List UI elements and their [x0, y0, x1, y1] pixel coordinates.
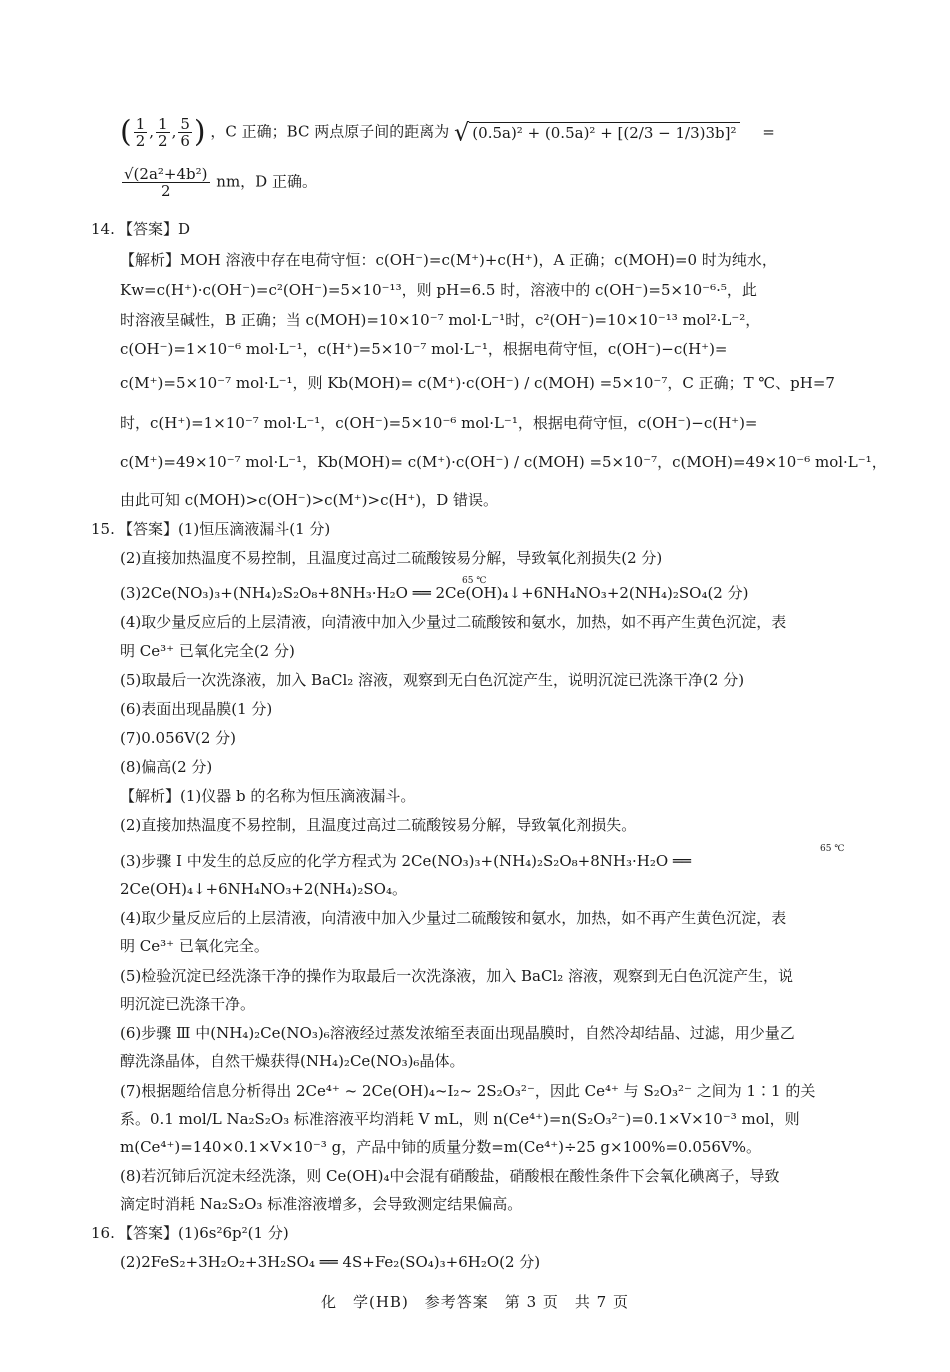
q15-answer-line: (5)取最后一次洗涤液，加入 BaCl₂ 溶液，观察到无白色沉淀产生，说明沉淀已洗涤干净(2 分) [120, 671, 745, 689]
q15-answer-line: (2)直接加热温度不易控制，且温度过高过二硫酸铵易分解，导致氧化剂损失(2 分) [120, 549, 663, 567]
q15-analysis-line: (5)检验沉淀已经洗涤干净的操作为取最后一次洗涤液，加入 BaCl₂ 溶液，观察到无白色沉淀产生，说 [120, 967, 794, 985]
q15-answer-line: (6)表面出现晶膜(1 分) [120, 700, 273, 718]
q14-line: c(M⁺)=49×10⁻⁷ mol·L⁻¹，Kb(MOH)= c(M⁺)·c(OH⁻) / c(MOH) =5×10⁻⁷，c(MOH)=49×10⁻⁶ mol·L⁻¹， [120, 453, 887, 471]
q15-answer-line: 【答案】(1)恒压滴液漏斗(1 分) [118, 520, 331, 538]
reaction-condition: 65 ℃ [820, 844, 845, 854]
q15-analysis-line: (7)根据题给信息分析得出 2Ce⁴⁺ ~ 2Ce(OH)₄~I₂~ 2S₂O₃²⁻，因此 Ce⁴⁺ 与 S₂O₃²⁻ 之间为 1∶1 的关 [120, 1082, 816, 1100]
q16-number: 16. [91, 1224, 115, 1242]
q14-line: 由此可知 c(MOH)>c(OH⁻)>c(M⁺)>c(H⁺)，D 错误。 [120, 491, 498, 509]
q15-answer-line: (4)取少量反应后的上层清液，向清液中加入少量过二硫酸铵和氨水，加热，如不再产生黄色沉淀，表 [120, 613, 787, 631]
q15-answer-line: (8)偏高(2 分) [120, 758, 213, 776]
distance-denominator: 2 [160, 182, 171, 200]
q15-analysis-line: 【解析】(1)仪器 b 的名称为恒压滴液漏斗。 [120, 787, 416, 805]
q16-line: 【答案】(1)6s²6p²(1 分) [118, 1224, 289, 1242]
q14-line: c(OH⁻)=1×10⁻⁶ mol·L⁻¹，c(H⁺)=5×10⁻⁷ mol·L⁻¹，根据电荷守恒，c(OH⁻)−c(H⁺)= [120, 340, 728, 358]
equals-sign: = [762, 122, 775, 141]
q14-line: 【解析】MOH 溶液中存在电荷守恒：c(OH⁻)=c(M⁺)+c(H⁺)，A 正确；c(MOH)=0 时为纯水， [120, 251, 777, 269]
q15-analysis-line: 滴定时消耗 Na₂S₂O₃ 标准溶液增多，会导致测定结果偏高。 [120, 1195, 523, 1213]
q15-analysis-line: (3)步骤 Ⅰ 中发生的总反应的化学方程式为 2Ce(NO₃)₃+(NH₄)₂S₂O₈+8NH₃·H₂O ══ [120, 852, 691, 870]
q15-analysis-line: 系。0.1 mol/L Na₂S₂O₃ 标准溶液平均消耗 V mL，则 n(Ce⁴⁺)=n(S₂O₃²⁻)=0.1×V×10⁻³ mol，则 [120, 1110, 800, 1128]
page-footer: 化 学(HB) 参考答案 第 3 页 共 7 页 [321, 1293, 629, 1311]
pre-line-2-text: nm，D 正确。 [216, 172, 317, 191]
q15-analysis-line: 2Ce(OH)₄↓+6NH₄NO₃+2(NH₄)₂SO₄。 [120, 880, 407, 898]
pre-line-1: ( $\frac{1}{2}$ , $\frac{1}{2}$ , $\frac{5}{6}$ ) ，C 正确；BC 两点原子间的距离为 √ (0.5a)² + (0.5a)² + [(2/3 − 1/3)3b]² = [120, 114, 775, 150]
q14-line: 时，c(H⁺)=1×10⁻⁷ mol·L⁻¹，c(OH⁻)=5×10⁻⁶ mol·L⁻¹，根据电荷守恒，c(OH⁻)−c(H⁺)= [120, 414, 758, 432]
q15-answer-line: 明 Ce³⁺ 已氧化完全(2 分) [120, 642, 295, 660]
distance-expression: (0.5a)² + (0.5a)² + [(2/3 − 1/3)3b]² [469, 122, 739, 143]
q15-answer-line: (3)2Ce(NO₃)₃+(NH₄)₂S₂O₈+8NH₃·H₂O ══ 2Ce(OH)₄↓+6NH₄NO₃+2(NH₄)₂SO₄(2 分) [120, 584, 749, 602]
q14-line: 时溶液呈碱性，B 正确；当 c(MOH)=10×10⁻⁷ mol·L⁻¹时，c²(OH⁻)=10×10⁻¹³ mol²·L⁻²， [120, 311, 761, 329]
q15-analysis-line: 醇洗涤晶体，自然干燥获得(NH₄)₂Ce(NO₃)₆晶体。 [120, 1052, 465, 1070]
distance-numerator: √(2a²+4b²) [124, 165, 208, 183]
q14-line: Kw=c(H⁺)·c(OH⁻)=c²(OH⁻)=5×10⁻¹³，则 pH=6.5 时，溶液中的 c(OH⁻)=5×10⁻⁶·⁵，此 [120, 281, 757, 299]
q14-number: 14. [91, 220, 115, 238]
q15-analysis-line: (4)取少量反应后的上层清液，向清液中加入少量过二硫酸铵和氨水，加热，如不再产生黄色沉淀，表 [120, 909, 787, 927]
q15-analysis-line: 明沉淀已洗涤干净。 [120, 995, 256, 1013]
q14-answer: 【答案】D [118, 220, 191, 238]
q15-analysis-line: 明 Ce³⁺ 已氧化完全。 [120, 937, 269, 955]
q15-analysis-line: (2)直接加热温度不易控制，且温度过高过二硫酸铵易分解，导致氧化剂损失。 [120, 816, 637, 834]
q14-line: c(M⁺)=5×10⁻⁷ mol·L⁻¹，则 Kb(MOH)= c(M⁺)·c(OH⁻) / c(MOH) =5×10⁻⁷，C 正确；T ℃、pH=7 [120, 374, 835, 392]
pre-line-1-text: ，C 正确；BC 两点原子间的距离为 [210, 122, 450, 141]
reaction-condition: 65 ℃ [462, 576, 487, 586]
q15-number: 15. [91, 520, 115, 538]
q16-line: (2)2FeS₂+3H₂O₂+3H₂SO₄ ══ 4S+Fe₂(SO₄)₃+6H₂O(2 分) [120, 1253, 541, 1271]
q15-analysis-line: (8)若沉铈后沉淀未经洗涤，则 Ce(OH)₄中会混有硝酸盐，硝酸根在酸性条件下会氧化碘离子，导致 [120, 1167, 780, 1185]
q15-analysis-line: (6)步骤 Ⅲ 中(NH₄)₂Ce(NO₃)₆溶液经过蒸发浓缩至表面出现晶膜时，自然冷却结晶、过滤，用少量乙 [120, 1024, 795, 1042]
q15-analysis-line: m(Ce⁴⁺)=140×0.1×V×10⁻³ g，产品中铈的质量分数=m(Ce⁴⁺)÷25 g×100%=0.056V%。 [120, 1138, 762, 1156]
pre-line-2 [120, 166, 317, 199]
q15-answer-line: (7)0.056V(2 分) [120, 729, 237, 747]
